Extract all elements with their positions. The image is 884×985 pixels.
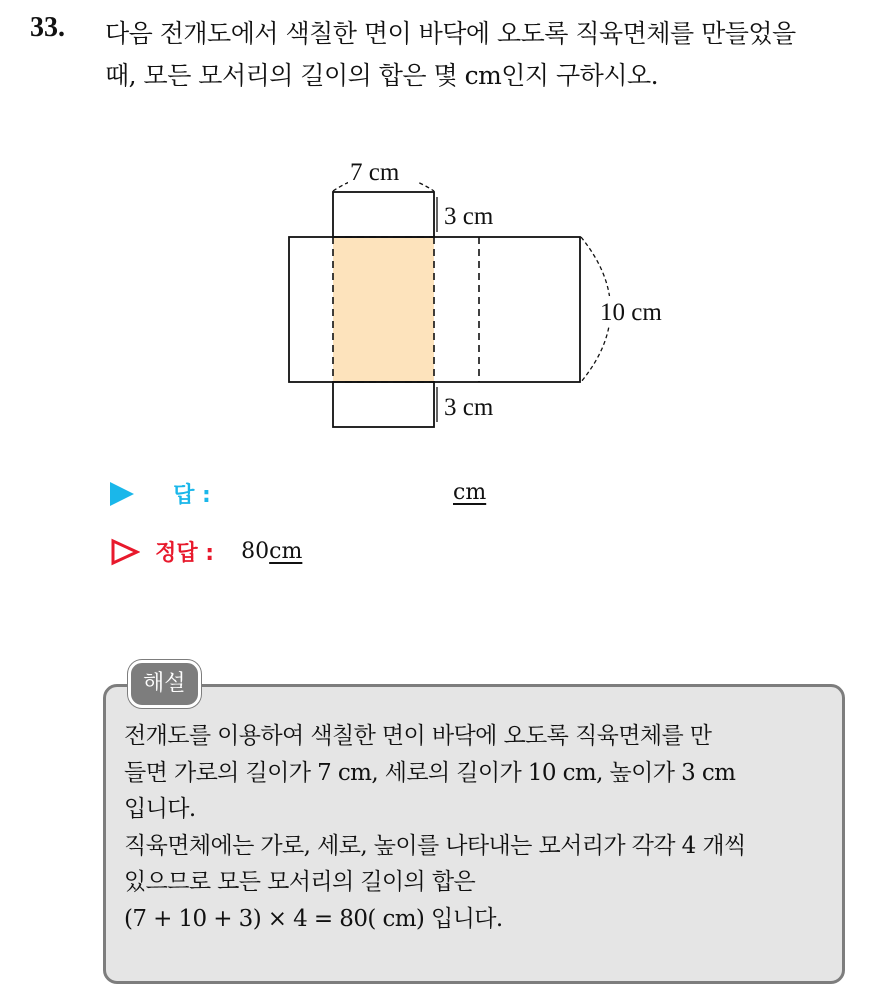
correct-answer-value: 80 [241,539,270,564]
solution-line-1: 전개도를 이용하여 색칠한 면이 바닥에 오도록 직육면체를 만 [124,723,712,749]
correct-answer-row [110,536,302,567]
width-label: 7 cm [350,159,400,186]
solution-line-6: (7 + 10 + 3) × 4 = 80( cm) 입니다. [124,905,503,932]
solution-line-4: 직육면체에는 가로, 세로, 높이를 나타내는 모서리가 각각 4 개씩 [124,832,746,859]
solution-line-5: 있으므로 모든 모서리의 길이의 합은 [124,869,476,895]
play-arrow-icon [110,482,134,506]
height-label-top: 3 cm [444,203,494,230]
question-text-line-2: 때, 모든 모서리의 길이의 합은 몇 cm인지 구하시오. [105,61,659,90]
answer-unit: cm [453,480,487,505]
solution-text [124,718,834,937]
face-bottom-flap [333,382,434,427]
length-label: 10 cm [600,299,662,326]
solution-tag: 해설 [128,660,201,708]
answer-row [110,478,487,509]
outline-arrow-icon [110,538,140,566]
net-diagram [0,0,884,470]
correct-answer-value-group [241,539,302,564]
answer-label: 답 : [173,483,211,508]
question-text-line-1: 다음 전개도에서 색칠한 면이 바닥에 오도록 직육면체를 만들었을 [105,19,796,48]
solution-line-2: 들면 가로의 길이가 7 cm, 세로의 길이가 10 cm, 높이가 3 cm [124,759,736,786]
shaded-face [333,237,434,382]
correct-answer-label: 정답 : [155,541,215,566]
correct-answer-unit: cm [269,539,303,564]
solution-line-3: 입니다. [124,796,196,822]
question-number: 33. [30,12,65,43]
height-label-bottom: 3 cm [444,394,494,421]
face-top-flap [333,192,434,237]
